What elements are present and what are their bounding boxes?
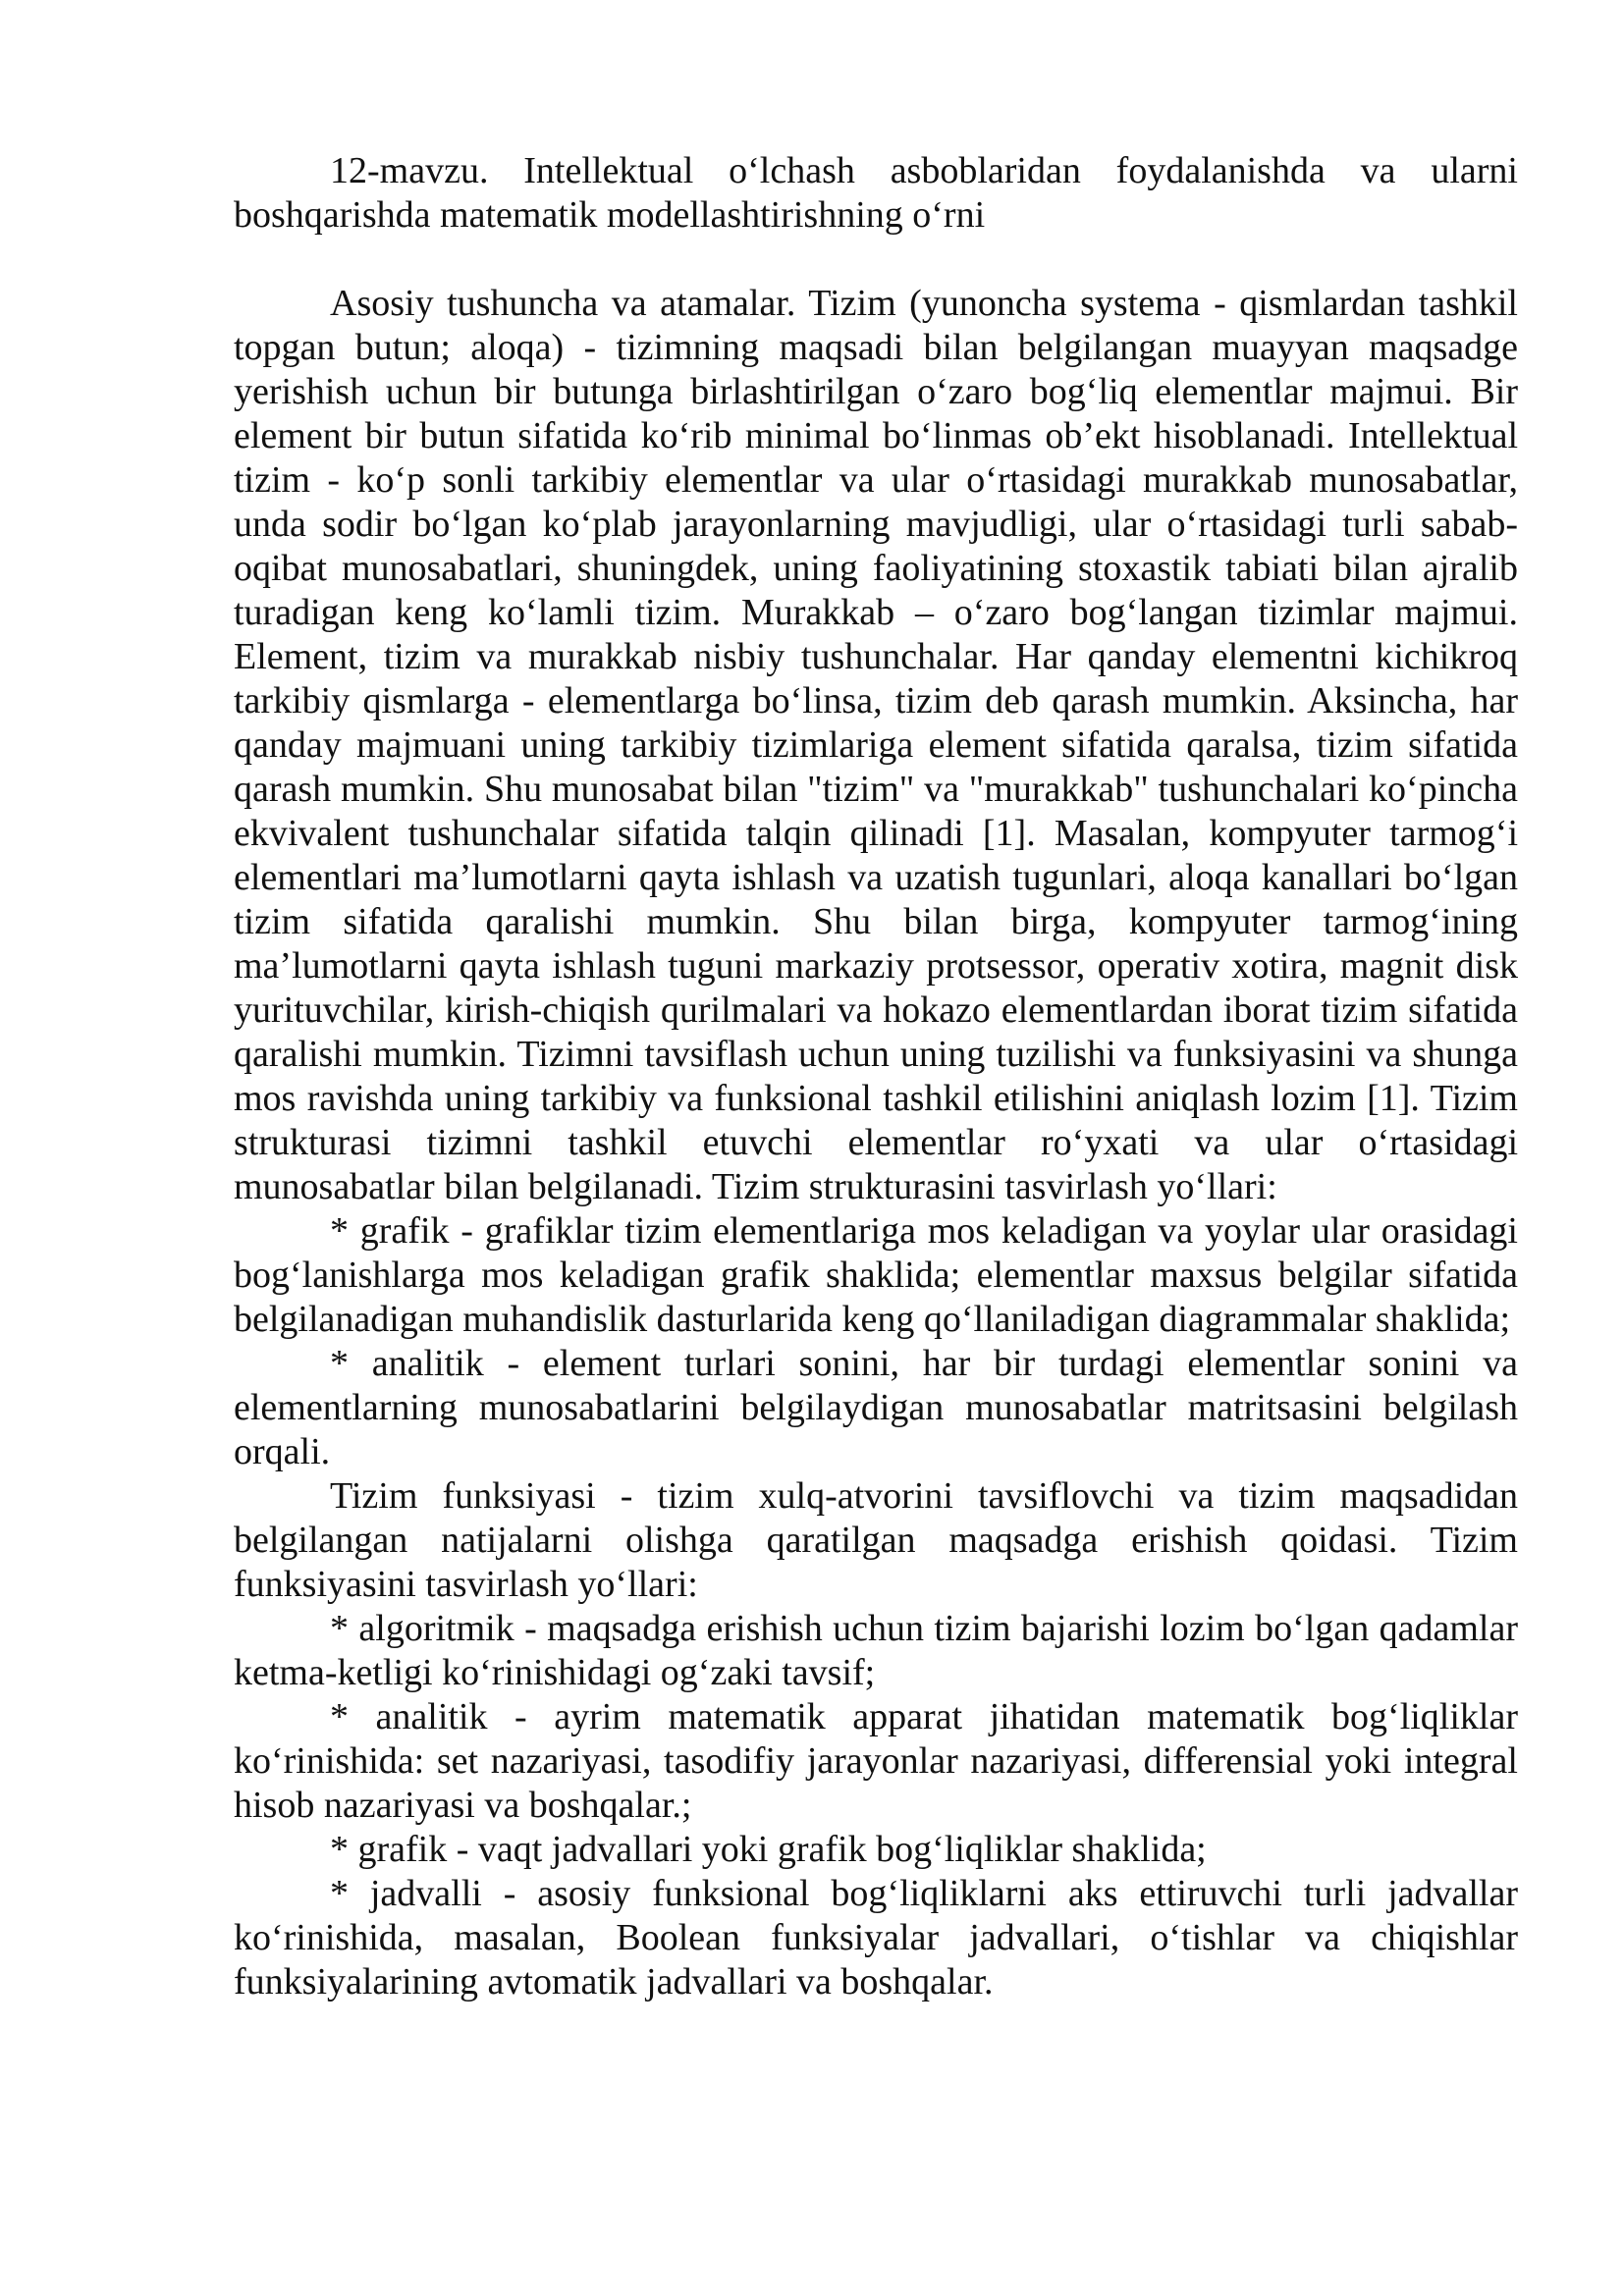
list-item-function-analytic: * analitik - ayrim matematik apparat jihatidan matematik bog‘liqliklar ko‘rinishida: set nazariyasi, tasodifiy jarayonlar nazariyasi, differensial yoki integral hisob nazariyasi va boshqalar.; [234,1696,1518,1826]
list-item-function-graphic: * grafik - vaqt jadvallari yoki grafik bog‘liqliklar shaklida; [330,1829,1207,1870]
document-page [234,149,1518,2004]
list-item-function-algorithmic: * algoritmik - maqsadga erishish uchun tizim bajarishi lozim bo‘lgan qadamlar ketma-ketligi ko‘rinishidagi og‘zaki tavsif; [234,1608,1518,1693]
paragraph-system-function: Tizim funksiyasi - tizim xulq-atvorini tavsiflovchi va tizim maqsadidan belgilangan natijalarni olishga qaratilgan maqsadga erishish qoidasi. Tizim funksiyasini tasvirlash yo‘llari: [234,1475,1518,1605]
document-title: 12-mavzu. Intellektual o‘lchash asboblaridan foydalanishda va ularni boshqarishda matematik modellashtirishning o‘rni [234,150,1518,236]
list-item-structure-analytic: * analitik - element turlari sonini, har bir turdagi elementlar sonini va elementlarning munosabatlarini belgilaydigan munosabatlar matritsasini belgilash orqali. [234,1343,1518,1472]
list-item-structure-graphic: * grafik - grafiklar tizim elementlariga mos keladigan va yoylar ular orasidagi bog‘lanishlarga mos keladigan grafik shaklida; elementlar maxsus belgilar sifatida belgilanadigan muhandislik dasturlarida keng qo‘llaniladigan diagrammalar shaklida; [234,1210,1518,1340]
paragraph-basic-concepts: Asosiy tushuncha va atamalar. Tizim (yunoncha systema - qismlardan tashkil topgan butun; aloqa) - tizimning maqsadi bilan belgilangan muayyan maqsadge yerishish uchun bir butunga birlashtirilgan o‘zaro bog‘liq elementlar majmui. Bir element bir butun sifatida ko‘rib minimal bo‘linmas ob’ekt hisoblanadi. Intellektual tizim - ko‘p sonli tarkibiy elementlar va ular o‘rtasidagi murakkab munosabatlar, unda sodir bo‘lgan ko‘plab jarayonlarning mavjudligi, ular o‘rtasidagi turli sabab-oqibat munosabatlari, shuningdek, uning faoliyatining stoxastik tabiati bilan ajralib turadigan keng ko‘lamli tizim. Murakkab – o‘zaro bog‘langan tizimlar majmui. Element, tizim va murakkab nisbiy tushunchalar. Har qanday elementni kichikroq tarkibiy qismlarga - elementlarga bo‘linsa, tizim deb qarash mumkin. Aksincha, har qanday majmuani uning tarkibiy tizimlariga element sifatida qaralsa, tizim sifatida qarash mumkin. Shu munosabat bilan "tizim" va "murakkab" tushunchalari ko‘pincha ekvivalent tushunchalar sifatida talqin qilinadi [1]. Masalan, kompyuter tarmog‘i elementlari ma’lumotlarni qayta ishlash va uzatish tugunlari, aloqa kanallari bo‘lgan tizim sifatida qaralishi mumkin. Shu bilan birga, kompyuter tarmog‘ining ma’lumotlarni qayta ishlash tuguni markaziy protsessor, operativ xotira, magnit disk yurituvchilar, kirish-chiqish qurilmalari va hokazo elementlardan iborat tizim sifatida qaralishi mumkin. Tizimni tavsiflash uchun uning tuzilishi va funksiyasini va shunga mos ravishda uning tarkibiy va funksional tashkil etilishini aniqlash lozim [1]. Tizim strukturasi tizimni tashkil etuvchi elementlar ro‘yxati va ular o‘rtasidagi munosabatlar bilan belgilanadi. Tizim strukturasini tasvirlash yo‘llari: [234,283,1518,1207]
list-item-function-tabular: * jadvalli - asosiy funksional bog‘liqliklarni aks ettiruvchi turli jadvallar ko‘rinishida, masalan, Boolean funksiyalar jadvallari, o‘tishlar va chiqishlar funksiyalarining avtomatik jadvallari va boshqalar. [234,1873,1518,2002]
